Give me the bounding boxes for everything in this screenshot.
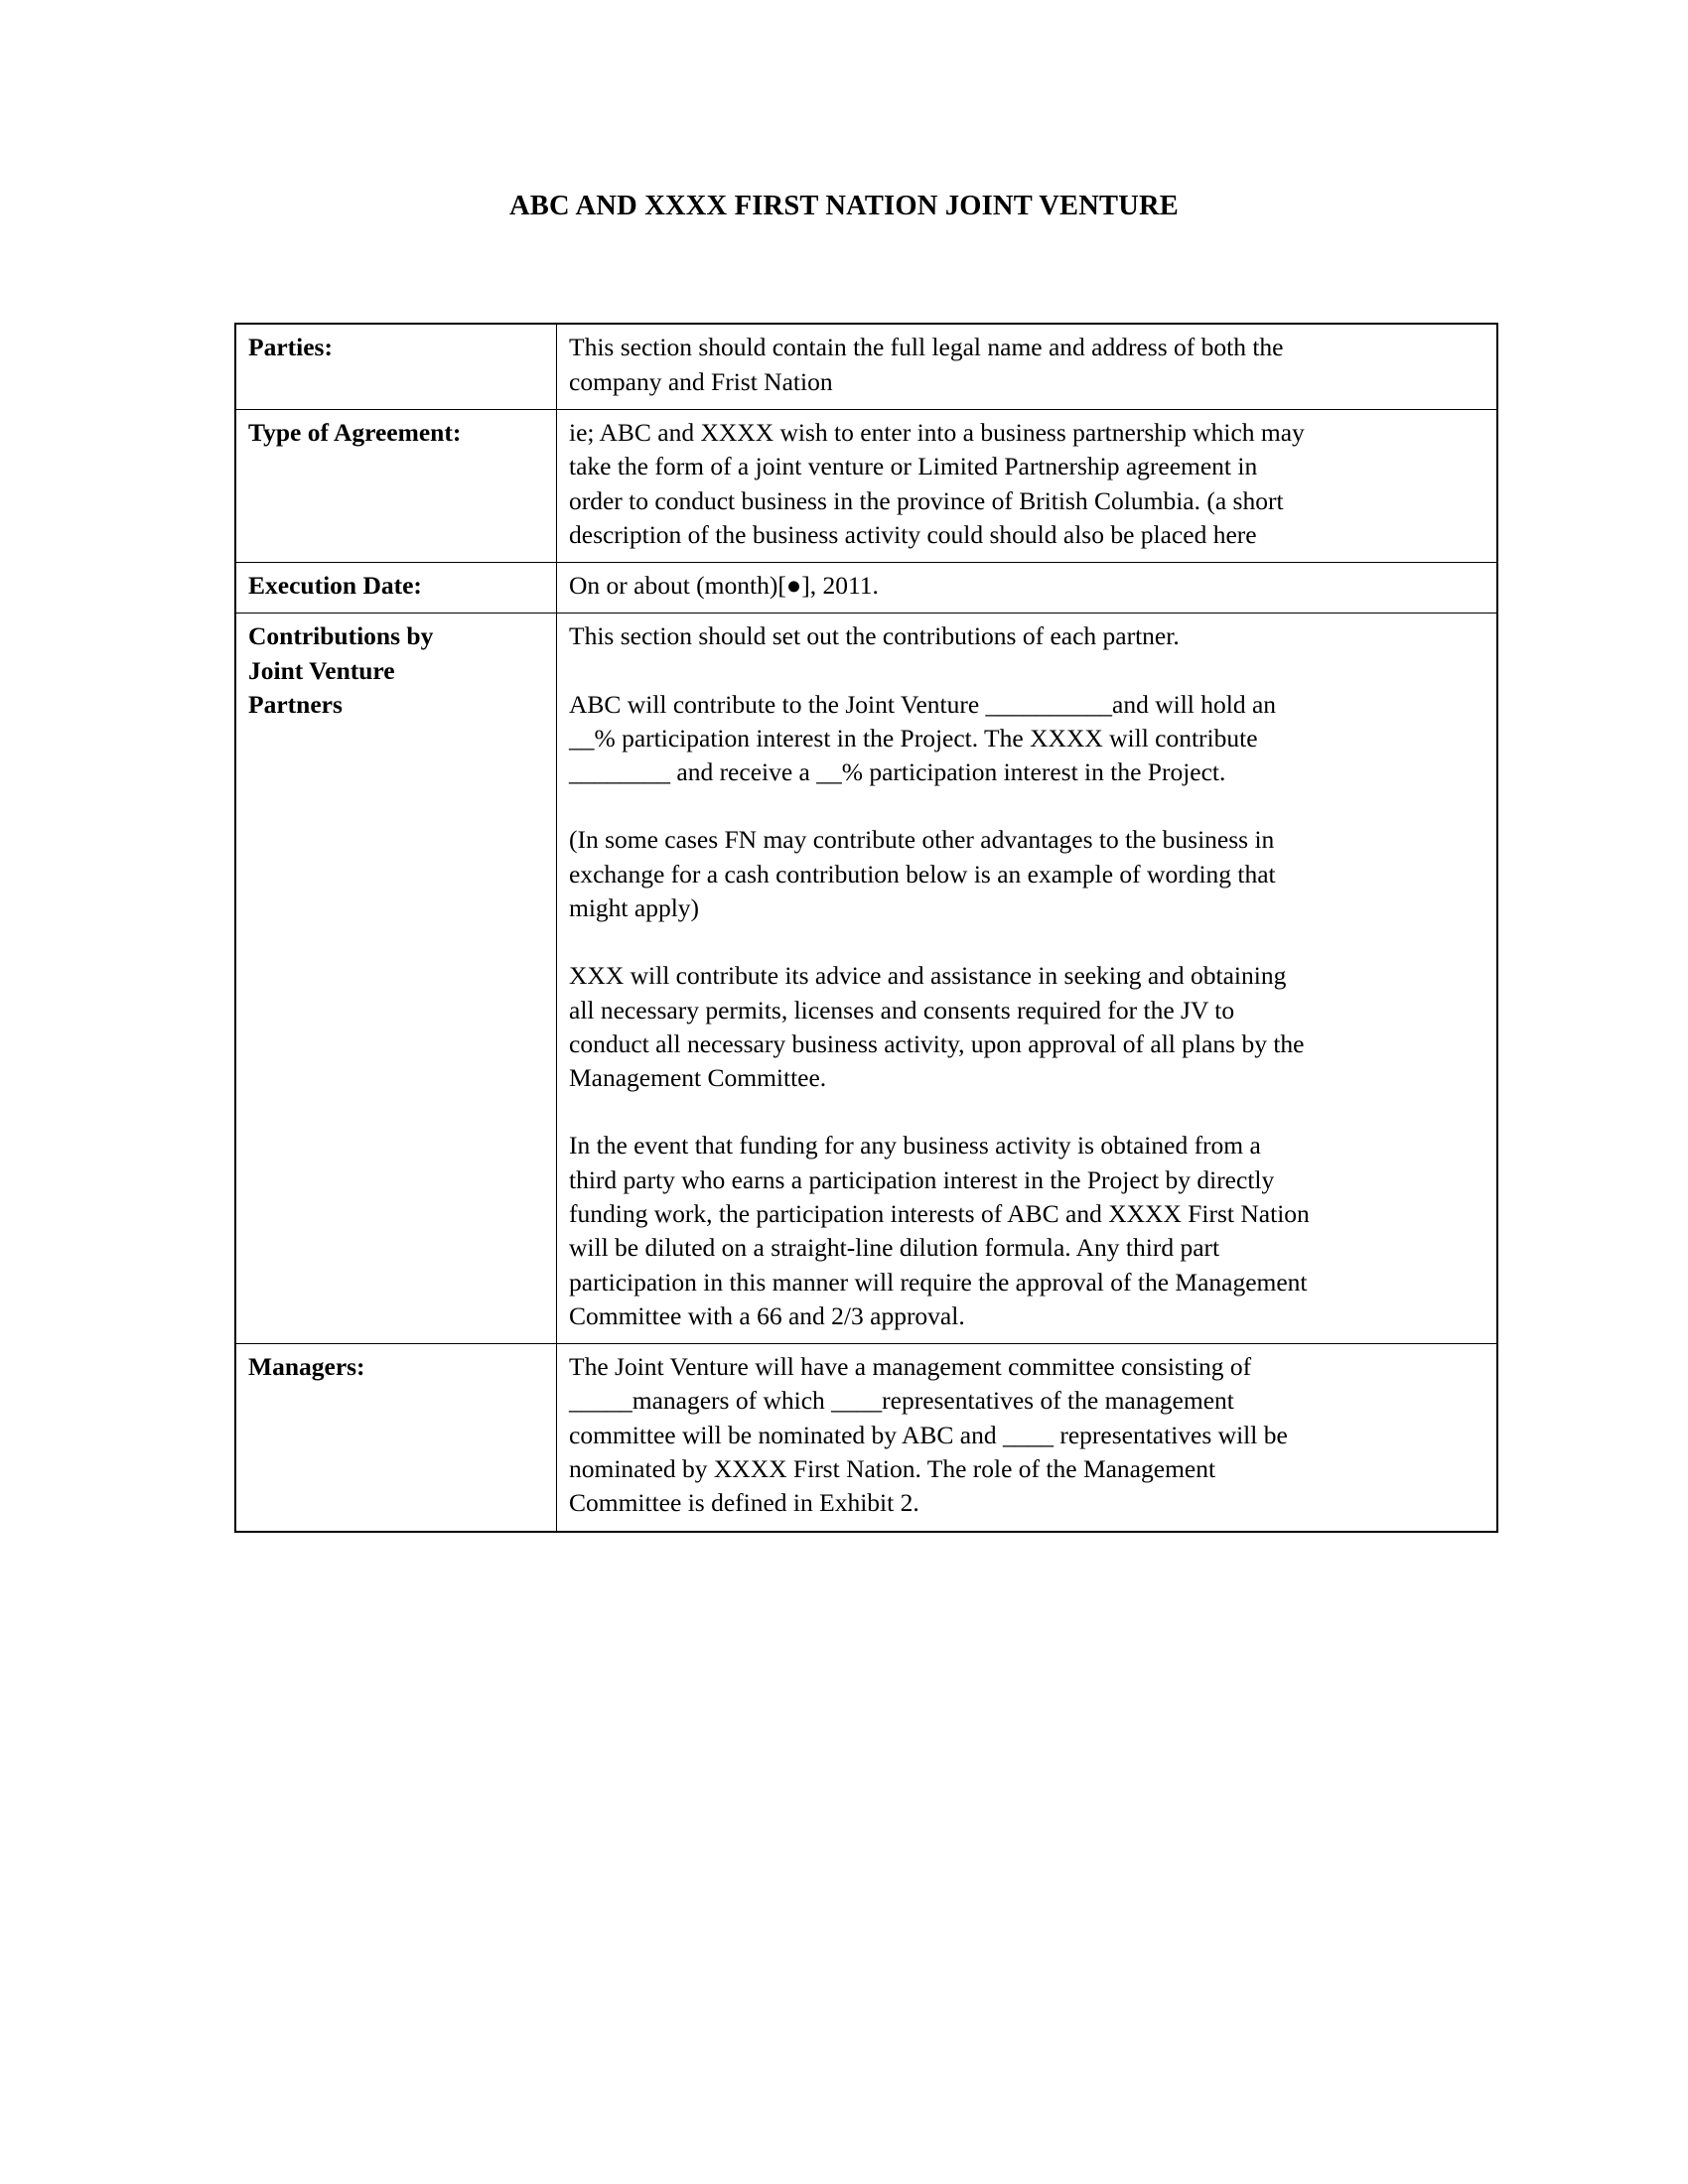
text-line: third party who earns a participation interest in the Project by directly (569, 1164, 1275, 1194)
text-line: Management Committee. (569, 1063, 827, 1093)
row-label-line: Partners (248, 690, 343, 720)
row-label-parties (235, 324, 557, 409)
row-value-type-of-agreement (557, 409, 1498, 562)
row-value-execution-date (557, 563, 1498, 614)
table-row (235, 409, 1497, 562)
row-value-managers (557, 1344, 1498, 1532)
row-label-type-of-agreement (235, 409, 557, 562)
text-line: funding work, the participation interests of ABC and XXXX First Nation (569, 1198, 1310, 1228)
text-line: (In some cases FN may contribute other advantages to the business in (569, 825, 1275, 855)
paragraph (569, 823, 1488, 925)
text-line: __% participation interest in the Project. The XXXX will contribute (569, 723, 1258, 752)
paragraph (569, 959, 1488, 1095)
text-line: ie; ABC and XXXX wish to enter into a business partnership which may (569, 417, 1305, 447)
text-line: On or about (month)[●], 2011. (569, 571, 879, 601)
text-line: exchange for a cash contribution below is an example of wording that (569, 859, 1276, 888)
text-line: might apply) (569, 893, 700, 923)
text-line: conduct all necessary business activity, upon approval of all plans by the (569, 1028, 1305, 1058)
paragraph (569, 331, 1488, 399)
text-line: Committee is defined in Exhibit 2. (569, 1488, 919, 1518)
paragraph (569, 1129, 1488, 1333)
text-line: ________ and receive a __% participation interest in the Project. (569, 757, 1226, 787)
text-line: This section should contain the full legal name and address of both the (569, 333, 1284, 362)
row-label-line: Type of Agreement: (248, 417, 462, 447)
text-line: In the event that funding for any business activity is obtained from a (569, 1131, 1261, 1160)
row-value-contributions (557, 614, 1498, 1344)
row-label-line: Managers: (248, 1352, 365, 1382)
paragraph (569, 416, 1488, 552)
term-sheet-table-wrapper (234, 221, 1454, 1532)
text-line: Committee with a 66 and 2/3 approval. (569, 1300, 965, 1330)
row-label-line: Joint Venture (248, 655, 395, 685)
paragraph (569, 619, 1488, 653)
text-line: participation in this manner will require the approval of the Management (569, 1267, 1308, 1297)
text-line: will be diluted on a straight-line dilution formula. Any third part (569, 1233, 1220, 1263)
table-row (235, 563, 1497, 614)
table-row (235, 614, 1497, 1344)
text-line: take the form of a joint venture or Limited Partnership agreement in (569, 452, 1258, 481)
row-value-parties (557, 324, 1498, 409)
text-line: This section should set out the contributions of each partner. (569, 621, 1180, 651)
text-line: order to conduct business in the province of British Columbia. (a short (569, 485, 1284, 515)
text-line: company and Frist Nation (569, 366, 833, 396)
text-line: ABC will contribute to the Joint Venture __________and will hold an (569, 689, 1277, 719)
text-line: XXX will contribute its advice and assistance in seeking and obtaining (569, 961, 1287, 991)
paragraph (569, 569, 1488, 603)
row-label-execution-date (235, 563, 557, 614)
text-line: _____managers of which ____representatives of the management (569, 1386, 1234, 1416)
row-label-line: Contributions by (248, 621, 434, 651)
row-label-line: Execution Date: (248, 571, 422, 601)
row-label-contributions (235, 614, 557, 1344)
text-line: committee will be nominated by ABC and ____ representatives will be (569, 1420, 1288, 1449)
row-label-managers (235, 1344, 557, 1532)
text-line: description of the business activity could should also be placed here (569, 519, 1257, 549)
table-row (235, 1344, 1497, 1532)
paragraph (569, 688, 1488, 790)
term-sheet-table-body (235, 324, 1497, 1531)
text-line: The Joint Venture will have a management committee consisting of (569, 1352, 1252, 1382)
page-title: ABC AND XXXX FIRST NATION JOINT VENTURE (509, 191, 1179, 221)
text-line: nominated by XXXX First Nation. The role of the Management (569, 1453, 1216, 1483)
table-row (235, 324, 1497, 409)
row-label-line: Parties: (248, 333, 333, 362)
term-sheet-table (234, 323, 1498, 1532)
text-line: all necessary permits, licenses and consents required for the JV to (569, 995, 1235, 1024)
paragraph (569, 1350, 1488, 1520)
